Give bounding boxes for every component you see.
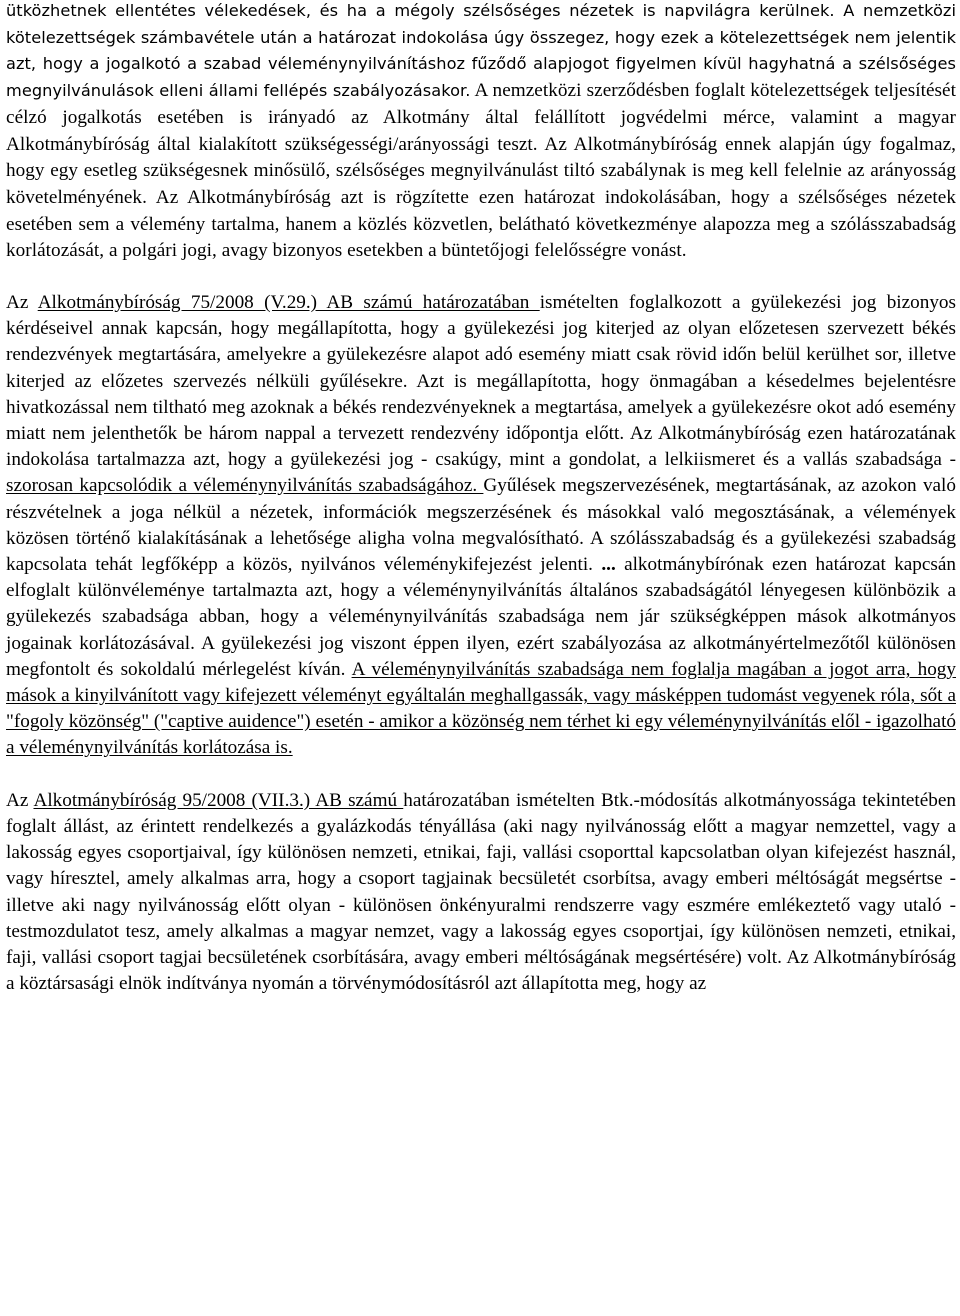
paragraph-international-obligations bbox=[6, 0, 956, 265]
paragraph-3-intro: Az bbox=[6, 789, 34, 811]
paragraph-assembly-right-75-2008 bbox=[6, 290, 956, 762]
paragraph-2-intro: Az bbox=[6, 292, 38, 314]
paragraph-2-underlined-1: szorosan kapcsolódik a véleménynyilvánítás szabadságához. bbox=[6, 475, 484, 497]
paragraph-3-text: határozatában ismételten Btk.-módosítás alkotmányossága tekintetében foglalt állást, az érintett rendelkezés a gyalázkodás tényállása (aki nagy nyilvánosság előtt a magyar nemzettel, vagy a lakosság egyes csoportjaival, így különösen nemzeti, etnikai, faji, vallási csoporttal kapcsolatban olyan kifejezést használ, vagy híresztel, amely alkalmas arra, hogy a csoport tagjainak becsületét csorbítsa, avagy emberi méltóságát megsértse - illetve aki nagy nyilvánosság előtt olyan - különösen önkényuralmi rendszerre vagy eszmére emlékeztető vagy utaló - testmozdulatot tesz, amely alkalmas a magyar nemzet, vagy a lakosság egyes csoportjai, így különösen nemzeti, etnikai, faji, vallási csoport tagjai becsületének csorbítására, avagy emberi méltóságának megsértésére) volt. Az Alkotmánybíróság a köztársasági elnök indítványa nyomán a törvénymódosításról azt állapította meg, hogy az bbox=[6, 789, 956, 995]
paragraph-2-text-1: ismételten foglalkozott a gyülekezési jog bizonyos kérdéseivel annak kapcsán, hogy megállapította, hogy a gyülekezési jog kiterjed az olyan előzetesen szervezett békés rendezvények megtartására, amelyekre a gyülekezésre alapot adó esemény miatt csak rövid időn belül kerülhet sor, illetve kiterjed az előzetes szervezés nélküli gyűlésekre. Azt is megállapította, hogy önmagában a késedelmes bejelentésre hivatkozással nem tiltható meg azoknak a békés rendezvényeknek a megtartása, amelyek a gyülekezésre okot adó esemény miatt nem jelenthetők be három nappal a tervezett rendezvény időpontja előtt. Az Alkotmánybíróság ezen határozatának indokolása tartalmazza azt, hogy a gyülekezési jog - csakúgy, mint a gondolat, a lelkiismeret és a vallás szabadsága - bbox=[6, 292, 956, 471]
paragraph-defamation-95-2008 bbox=[6, 788, 956, 998]
paragraph-2-underlined-2: A véleménynyilvánítás szabadsága nem foglalja magában a jogot arra, hogy mások a kinyilvánított vagy kifejezett véleményt egyáltalán meghallgassák, vagy másképpen tudomást vegyenek róla, sőt a "fogoly közönség" ("captive auidence") esetén - amikor a közönség nem térhet ki egy véleménynyilvánítás elől - igazolható a véleménynyilvánítás korlátozása is. bbox=[6, 658, 956, 759]
paragraph-1-part-b: A nemzetközi szerződésben foglalt kötelezettségek teljesítését célzó jogalkotás esetében is irányadó az Alkotmány által felállított jogvédelmi mérce, valamint a magyar Alkotmánybíróság által kialakított szükségességi/arányossági teszt. Az Alkotmánybíróság ennek alapján úgy fogalmaz, hogy egy esetleg szükségesnek minősülő, szélsőséges megnyilvánulást tiltó szabálynak is meg kell felelnie az arányosság követelményének. Az Alkotmánybíróság azt is rögzítette ezen határozat indokolásában, hogy a szélsőséges nézetek esetében sem a vélemény tartalma, hanem a közlés közvetlen, belátható következménye alapozza meg a szólásszabadság korlátozását, a polgári jogi, avagy bizonyos esetekben a büntetőjogi felelősségre vonást. bbox=[6, 80, 956, 262]
paragraph-2-text-2: Gyűlések megszervezésének, megtartásának, az azokon való részvételnek a joga nélkül a nézetek, információk megszerzésének és másokkal való megosztásának, a vélemények közösen történő kialakításának a lehetősége aligha volna megvalósítható. A szólásszabadság és a gyülekezési szabadság kapcsolata tehát legfőképp a közös, nyilvános véleménykifejezést jelenti. bbox=[6, 475, 956, 576]
paragraph-2-text-3: alkotmánybírónak ezen határozat kapcsán elfoglalt különvéleménye tartalmazta azt, hogy a véleménynyilvánítás általános szabadságától lényegesen különbözik a gyülekezés szabadsága abban, hogy a véleménynyilvánítás szabadsága nem jár szükségképpen mások alkotmányos jogainak korlátozásával. A gyülekezési jog viszont éppen ilyen, ezért szabályozása az alkotmányértelmezőtől különösen megfontolt és sokoldalú mérlegelést kíván. bbox=[6, 554, 956, 680]
decision-95-2008-reference-link[interactable]: Alkotmánybíróság 95/2008 (VII.3.) AB számú bbox=[33, 789, 404, 811]
decision-75-2008-reference-link[interactable]: Alkotmánybíróság 75/2008 (V.29.) AB számú határozatában bbox=[37, 292, 540, 314]
paragraph-1-part-a: ütközhetnek ellentétes vélekedések, és ha a mégoly szélsőséges nézetek is napvilágra kerülnek. A nemzetközi kötelezettségek számbavétele után a határozat indokolása úgy összegez, hogy ezek a kötelezettségek nem jelentik azt, hogy a jogalkotó a szabad véleménynyilvánításhoz fűződő alapjogot figyelmen kívül hagyhatná a szélsőséges megnyilvánulások elleni állami fellépés szabályozásakor. bbox=[6, 1, 956, 101]
paragraph-2-ellipsis: ... bbox=[601, 554, 616, 576]
